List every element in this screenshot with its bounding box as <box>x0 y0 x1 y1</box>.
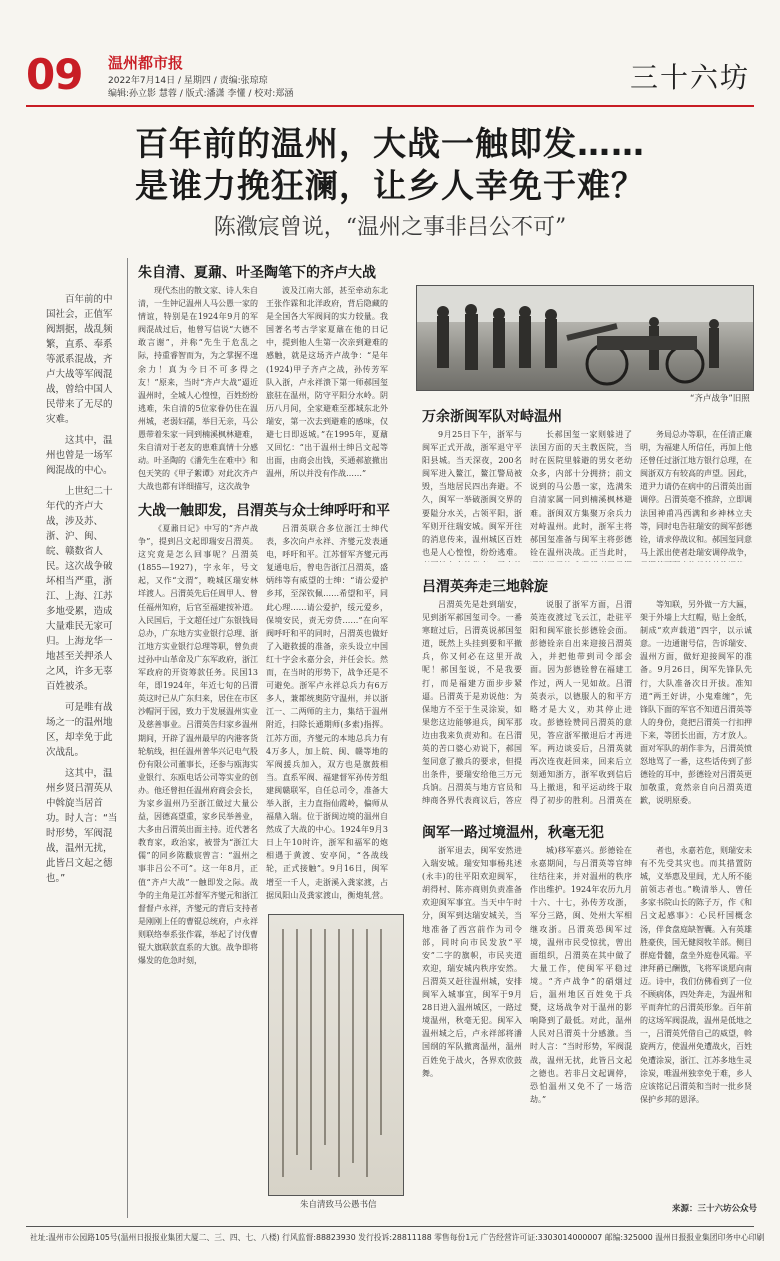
letter-photo <box>268 914 404 1196</box>
section3-heading: 万余浙闽军队对峙温州 <box>422 409 562 425</box>
footer-info: 社址:温州市公园路105号(温州日报报业集团大厦二、三、四、七、八楼) 行风监督:88823930 发行投诉:28811188 零售每份1元 广告经营许可证:3303014000007 邮编:325000 温州日报报业集团印务中心印刷 <box>30 1233 765 1242</box>
date-line: 2022年7月14日 / 星期四 / 责编:张琼琼 <box>108 76 268 86</box>
section3-col1: 9月25日下午，浙军与闽军正式开战，浙军退守平阳县城。当天深夜，200名闽军进入鳌江，鳌江警局被毁，当地居民四出奔避。不久，闽军一举破浙闽交界的要隘分水关，占领平阳，浙军则开往瑞安城。闽军开往的消息传来，温州城区百姓也是人心惶惶，纷纷逃难。 <box>422 430 522 557</box>
headline-line2: 是谁力挽狂澜，让乡人幸免于难？ <box>135 166 645 205</box>
intro-paragraph: 可是唯有战场之一的温州地区，却幸免于此次战乱。 <box>46 702 113 758</box>
sidebar-divider <box>127 258 128 1218</box>
section1-heading: 朱自清、夏鼐、叶圣陶笔下的齐卢大战 <box>138 265 376 281</box>
section2-heading: 大战一触即发，吕渭英与众士绅呼吁和平 <box>138 503 390 519</box>
handwritten-letter-illustration <box>269 915 403 1195</box>
editors-line: 编辑:孙立影 慧蓉 / 版式:潘潇 李懂 / 校对:郑涵 <box>108 89 294 99</box>
section2-col1: 《夏鼐日记》中写的“齐卢战争”，提到吕文起即瑞安吕渭英。这究竟是怎么回事呢？吕渭英(1855—1927)，字永年，号文起，又作“文渭”，晚城区瑞安林垟渡人。吕渭英先后任周甲人、曾任福州知府，后官至福建按补道。入民国后，于文超任过广东银钱局总办，广东地方实业银行总理、浙江地方实业银行总理等职，曾负责过孙中山革命及广东军政府，浙江军政府的开资筹款任务。民国13年，即1924年，年近七旬的吕渭英这时已从广东归来，居住在市区沙帽河于园，致力于发展温州实业及慈善事业。吕渭英告归家乡温州期间，开辟了温州最早的内港客货轮航线，担任温州普华兴记电气股份有限公司董事长，还参与瓯海实业银行、东瓯电话公司等实业的创办。他还曾担任温州府商会会长，为家乡温州乃至浙江做过大量公益，因德高望重，家乡民举善业，大多由吕渭英出面主持。近代著名教育家，政治家，被誉为“浙江大儒”的同乡陈黻宸曾言：“温州之事非吕公不可”。这一年8月，正值“齐卢大战”一触即发之际。战争的主角是江苏督军齐燮元和浙江督督卢永祥，齐燮元的背后支持者是刚刚上任的曹锟总统府，卢永祥则联络奉系张作霖，举起了讨伐曹锟大旗联款直系的大旗。战争即将爆发的危急时刻， <box>138 524 258 966</box>
section2-col2: 吕渭英联合多位浙江士绅代表，多次向卢永祥、齐燮元发表通电，呼吁和平。江苏督军齐燮元再复通电后，曾电告浙江吕渭英，盛炳纬等有威望的士绅：“请公爱护乡邦，至深钦佩……希望和平，同此心理……请公爱护，绥元爱乡，保境安民，责无旁贷……”在向军阀呼吁和平的同时，吕渭英也做好了入避救援的准备，亲头设立中国红十字会永嘉分会，并任会长。然而，在当时的形势下，战争还是不可避免。浙军卢永祥总兵力有6万多人，兼都统奥防守温州，并以浙江一、二两师的主力，集结于温州附近，扫除长通期师(多索)指挥。江苏方面，齐燮元的本地总兵力有4万多人，加上皖、闽、赣等地的军阀援兵加入，双方也是旗鼓相当。直系军阀、福建督军孙传芳组建闽赣联军，自任总司令，准备大举入浙，主力直指仙霞岭，偏师从福鼎入瑞。位于浙闽边境的温州自然成了大战的中心。1924年9月3日上午10时许，浙军和福军的炮相遇于黄渡、安亭间，“各战线轮，正式接触”。9月16日，闽军增至一千人，走浙溪入龚家渡，占据凤阳山及龚家渡山，衡炮轧营。 <box>266 524 388 900</box>
intro-paragraph: 百年前的中国社会，正值军阀割据，战乱频繁，直系、奉系等派系混战，齐卢大战等军阀混战，曾给中国人民带来了无尽的灾难。 <box>46 294 113 425</box>
section1-col2: 波及江南大部，甚至牵动东北王张作霖和北洋政府，背后隐藏的是全国各大军阀间的实力较量。我国著名考古学家夏鼐在他的日记中，提到他人生第一次亲到避难的感触，就是这场齐卢战争：“是年(1924)甲子齐卢之战，孙传芳军队入浙，卢永祥溃下第一师郝国玺旅驻在温州，防守平阳分水岭。阴历八月间，全家避难至郡城东北外瑞安，第一次去到避难的感味，仅避七日即返城。”在1995年，夏鼐又回忆：“出于温州士绅吕文起等出面，由商会出钱，买通郝旅撤出温州，所以并没有作战……” <box>266 286 388 479</box>
top-photo-caption: “齐卢战争”旧照 <box>690 394 750 404</box>
section5-col3: 者也，永嘉若危，则瑞安未有不先受其灾也。而其措置防城，义举惠及里闾，尤人所不能前领志者也。”晚清举人、曾任多家书院山长的陈子万，作《和吕文起感事》：心民杆国概念汤，伴食盘庭缺智囊。入有英雄胜豪侠，国无健阅牧羊部。侧目群庭骨髓，盘坐外庭卷风霜。平津拜爵已酬傲，飞将军谈愿向南迈。诗中，我们仿佛看到了一位不顾病体，四处奔走，为温州和平而奔忙的吕渭英形象。百年前的这场军阀混战，温州是低地之一，吕渭英凭借自己的威望，斡旋两方，使温州免遭战火，百姓免遭涂炭，浙江、江苏多地生灵涂炭，唯温州独幸免于难，乡人应该铭记吕渭英和当时一批乡贤保护乡邦的恩泽。 <box>640 846 752 1104</box>
qilu-war-photo <box>416 285 754 391</box>
section4-col2: 说服了浙军方面，吕渭英连夜渡过飞云江，赴驻平阳和闽军旅长彭德铨会面。彭德铨亲自出来迎接吕渭英入，并把他带到司令部会面。因为彭德铨曾在福建工作过，两人一见如故。吕渭英表示，以德服人的和平方略才是大义，劝其停止进攻。彭德铨赞同吕渭英的意见，答应浙军撤退后才再进军。两边谈妥后，吕渭英就再次连夜赶回来，回来后立刻通知浙方，浙军收到信后马上撤退，和平运动终于取得了初步的胜利。吕渭英在 <box>530 600 632 806</box>
bottom-photo-caption: 朱自清致马公愚书信 <box>300 1200 377 1210</box>
section3-col3: 务局总办等职，在任清正廉明，为福建人所信任，再加上他还曾任过浙江地方银行总理，在闽浙双方有较高的声望。因此，道尹力请仍在病中的吕渭英出面调停。吕渭英毫不推辞，立即调法国神甫冯西满和乡神林立夫等，同时电告驻瑞安的闽军彭德铨，请求停战议和。郝国玺同意马上派出使者赴瑞安调停战争， <box>640 430 752 557</box>
section1-col1: 现代杰出的散文家、诗人朱自清，一生钟记温州人马公愚一家的情谊，特别是在1924年9月的军阀混战过后，他曾写信说“大德不敢言谢”，并称“先生于危乱之际，持重睿智而为，为之掌握不遑余力！真为今日不可多得之友！”原来，当时“齐卢大战”逼近温州时，全城人心惶惶，百姓纷纷逃难，朱自清的5位家眷仍住在温州城，老弱妇孺，举目无亲，马公愚带着朱家一同到楠溪枫林避难，朱自清对于老友的患难真情十分感动。叶圣陶的《潘先生在难中》和包天笑的《甲子絮谭》对此次齐卢大战也都有详细描写，这次战争 <box>138 286 258 492</box>
paper-name: 温州都市报 <box>108 54 184 72</box>
section3-col2: 长郝国玺一家则躲进了法国方面的天主教医院，当时在医院里躲避的男女老幼众多，内部十分拥挤；前文说到的马公愚一家，选满朱自清家属一同到楠溪枫林避难。浙闽双方集聚万余兵力对峙温州。此时，浙军主将郝国玺准备与闽军主将彭德铨在温州决战。正当此时， <box>530 430 632 557</box>
section5-col2: 城)移军嘉兴。彭德铨在永嘉期间，与吕渭英等官绅往结往来，并对温州的秩序作出维护。1924年农历九月十六、十七，孙传芳攻浙，军分三路，闽、处州大军相继攻浙。吕渭英恐闽军过境，温州市民受惊扰，曾出面组织，吕渭英在其中做了大量工作，使闽军平稳过境。“齐卢战争”的硝烟过后，温州地区百姓免于兵燹，这场战争对于温州的影响降到了最低。对此，温州人民对吕渭英十分感激。当时人言：“当时形势，军阀混战，温州无扰，此皆吕文起之德也。若非吕文起调停，恐怕温州又免不了一场浩劫。” <box>530 846 632 1104</box>
section4-col1: 吕渭英先是赴到瑞安，见到浙军郝国玺司令。一番寒暄过后，吕渭英说郝国玺道，既然上头挂到要和平撤兵，你又何必在这里开战呢！郝国玺说，不是我要打，而是福建方面步步紧逼。吕渭英于是劝说他：为保地方不至于生灵涂炭，如果您这边能够退兵，闽军那边由我来负责劝和。在吕渭英的苦口婆心劝说下，郝国玺同意了撤兵的要求，但提出条件，要瑞安给他三万元兵饷。吕渭英与地方官员和绅商各界代表商议后，答应 <box>422 600 522 806</box>
section4-col3: 等知联，另外做一方大匾，架于外墙上大红帽，贴上金纸，制成“欢声载道”四字，以示诚意。一边通谢号信，告诉瑞安、温州方面，做好迎接闽军的准备。9月26日，闽军先锋队先行，大队准备次日开拔。准知道“两王好讲，小鬼难缠”，先锋队下面的军官不知道吕渭英等人的身份，竟把吕渭英一行扣押下来，等团长出面，方才放人。面对军队的胡作非为，吕渭英愤怒地骂了一番，这些话传到了彭德铨的耳中，彭德铨对吕渭英更加敬重，竟然亲自向吕渭英道歉，说明原委。 <box>640 600 752 806</box>
footer-divider <box>26 1226 754 1227</box>
intro-paragraph: 这其中，温州也曾是一场军阀混战的中心。 <box>46 435 113 476</box>
headline-subtitle: 陈瀓宸曾说，“温州之事非吕公不可” <box>213 215 567 240</box>
section-name: 三十六坊 <box>629 61 750 94</box>
page-number: 09 <box>26 50 83 99</box>
intro-sidebar <box>46 292 118 892</box>
section4-heading: 吕渭英奔走三地斡旋 <box>422 579 548 595</box>
header-divider <box>26 105 754 107</box>
article-source: 来源：三十六坊公众号 <box>672 1204 758 1214</box>
intro-paragraph: 上世纪二十年代的齐卢大战，涉及苏、浙、沪、闽、皖、赣数省人民。这次战争破坏相当严重，浙江、上海、江苏多地受累，造成大量难民无家可归。上海龙华一地甚至关押杀人之风，许多无辜百姓被杀。 <box>46 486 113 692</box>
section5-col1: 浙军退去，闽军安然进入瑞安城。瑞安知事杨兆述(永丰)的往平阳欢迎闽军，胡得村、陈亦商则负责准备欢迎闽军事宜。当天中午时分，闽军到达瑞安城关，当地准备了西宫前作为司令部，同时向市民发放“平安”二字的旗帜，市民夹道欢迎，瑞安城内秩序安然。吕渭英又赶往温州城，安排闽军入城事宜，闽军于9月28日进入温州城区，一路过境温州，秋毫无犯。闽军入温州城之后，卢永祥部将潘国纲的军队撤离温州，温州百姓免于战火，各界欢欣鼓舞。 <box>422 846 522 1078</box>
soldiers-illustration <box>417 286 753 390</box>
section5-heading: 闽军一路过境温州，秋毫无犯 <box>422 825 604 841</box>
headline-line1: 百年前的温州，大战一触即发…… <box>135 124 645 163</box>
intro-paragraph: 这其中，温州乡贤吕渭英从中斡旋当居首功。时人言：“当时形势，军阀混战，温州无扰，此皆吕文起之德也。” <box>46 768 118 884</box>
